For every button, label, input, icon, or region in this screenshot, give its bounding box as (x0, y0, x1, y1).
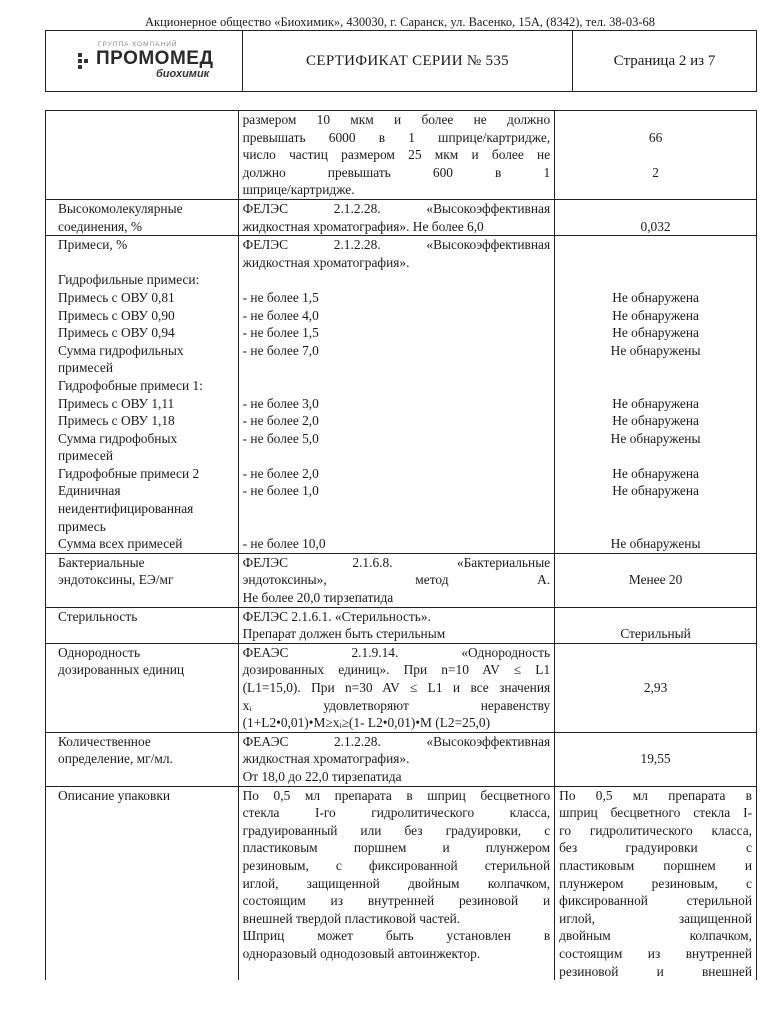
table-row (46, 111, 757, 200)
logo-sub: биохимик (156, 68, 210, 81)
specification-table (45, 110, 757, 980)
promomed-logo (46, 31, 242, 91)
result-value: 2 (652, 164, 659, 180)
result-value: Не обнаружена (612, 289, 699, 305)
parameter-cell: Однородность дозированных единиц (46, 643, 239, 732)
parameter-cell: Количественное определение, мг/мл. (46, 732, 239, 786)
logo-cell (46, 31, 243, 92)
result-cell (555, 199, 757, 235)
parameter-cell: Высокомолекулярные соединения, % (46, 199, 239, 235)
company-address: Акционерное общество «Биохимик», 430030, г. Саранск, ул. Васенко, 15А, (8342), тел. 38-03-68 (144, 15, 656, 29)
table-row (46, 199, 757, 235)
result-value: Не обнаружена (612, 413, 699, 429)
table-row (46, 643, 757, 732)
method-cell: ФЕАЭС 2.1.2.28. «Высокоэффективная жидкостная хроматография». От 18,0 до 22,0 тирзепатида (238, 732, 555, 786)
parameter-cell: Бактериальные эндотоксины, ЕЭ/мг (46, 553, 239, 607)
result-cell (555, 732, 757, 786)
result-value: 19,55 (640, 751, 671, 767)
result-value: 0,032 (640, 218, 671, 234)
logo-mark-icon (78, 53, 92, 71)
result-value: Не обнаружены (610, 342, 701, 358)
certificate-title: СЕРТИФИКАТ СЕРИИ № 535 (243, 31, 573, 92)
result-value: Стерильный (620, 626, 691, 642)
method-cell: По 0,5 мл препарата в шприц бесцветного стекла I-го гидролитического класса, градуированный или без градуировки, с пластиковым поршнем и плунжером резиновым, с фиксированной стерильной иглой, защищенной двойным колпачком, состоящим из внутренней резиновой и внешней твердой пластиковой частей. Шприц может быть установлен в одноразовый однодозовый автоинжектор. (238, 786, 555, 980)
result-value: Не обнаружена (612, 307, 699, 323)
result-value: Не обнаружена (612, 465, 699, 481)
result-value: 66 (648, 129, 663, 145)
table-row (46, 553, 757, 607)
result-value: Не обнаружены (610, 536, 701, 552)
method-cell: ФЕЛЭС 2.1.6.1. «Стерильность». Препарат должен быть стерильным (238, 607, 555, 643)
table-row (46, 236, 757, 554)
header-table (45, 30, 757, 92)
result-cell: По 0,5 мл препарата в шприц бесцветного стекла I- го гидролитического класса, без градуировки с пластиковым поршнем и плунжером резиновым, с фиксированной стерильной иглой, защищенной двойным колпачком, состоящим из внутренней резиновой и внешней (555, 786, 757, 980)
table-row (46, 732, 757, 786)
parameter-cell: Описание упаковки (46, 786, 239, 980)
page-number: Страница 2 из 7 (573, 31, 757, 92)
parameter-cell (46, 111, 239, 200)
method-cell: ФЕАЭС 2.1.9.14. «Однородность дозированных единиц». При n=10 AV ≤ L1 (L1=15,0). При n=30 AV ≤ L1 и все значения xᵢ удовлетворяют неравенству (1+L2•0,01)•M≥xᵢ≥(1- L2•0,01)•M (L2=25,0) (238, 643, 555, 732)
result-value: Не обнаружена (612, 325, 699, 341)
parameter-cell: Стерильность (46, 607, 239, 643)
logo-group-text: ГРУППА КОМПАНИЙ (98, 40, 178, 48)
method-cell: ФЕЛЭС 2.1.2.28. «Высокоэффективная жидкостная хроматография». Не более 6,0 (238, 199, 555, 235)
table-row (46, 607, 757, 643)
logo-brand: ПРОМОМЕД (96, 48, 214, 70)
result-value: Не обнаружена (612, 395, 699, 411)
method-cell: размером 10 мкм и более не должно превышать 6000 в 1 шприце/картридже, число частиц размером 25 мкм и более не должно превышать 600 в 1 шприце/картридже. (238, 111, 555, 200)
result-value: Не обнаружены (610, 430, 701, 446)
result-cell (555, 553, 757, 607)
result-cell (555, 607, 757, 643)
method-cell: ФЕЛЭС 2.1.2.28. «Высокоэффективная жидкостная хроматография». - не более 1,5 - не более 4,0 - не более 1,5 - не более 7,0 - не более 3,0 - не более 2,0 - не более 5,0 - не более 2,0 - не более 1,0 - не более 10,0 (238, 236, 555, 554)
result-value: Не обнаружена (612, 483, 699, 499)
parameter-cell: Примеси, % Гидрофильные примеси: Примесь с ОВУ 0,81 Примесь с ОВУ 0,90 Примесь с ОВУ 0,94 Сумма гидрофильных примесей Гидрофобные примеси 1: Примесь с ОВУ 1,11 Примесь с ОВУ 1,18 Сумма гидрофобных примесей Гидрофобные примеси 2 Единичная неидентифицированная примесь Сумма всех примесей (46, 236, 239, 554)
result-value: 2,93 (643, 680, 668, 695)
table-row (46, 786, 757, 980)
method-cell: ФЕЛЭС 2.1.6.8. «Бактериальные эндотоксины», метод А. Не более 20,0 тирзепатида (238, 553, 555, 607)
result-value: Менее 20 (628, 572, 683, 588)
result-cell (555, 111, 757, 200)
result-cell (555, 643, 757, 732)
result-cell (555, 236, 757, 554)
